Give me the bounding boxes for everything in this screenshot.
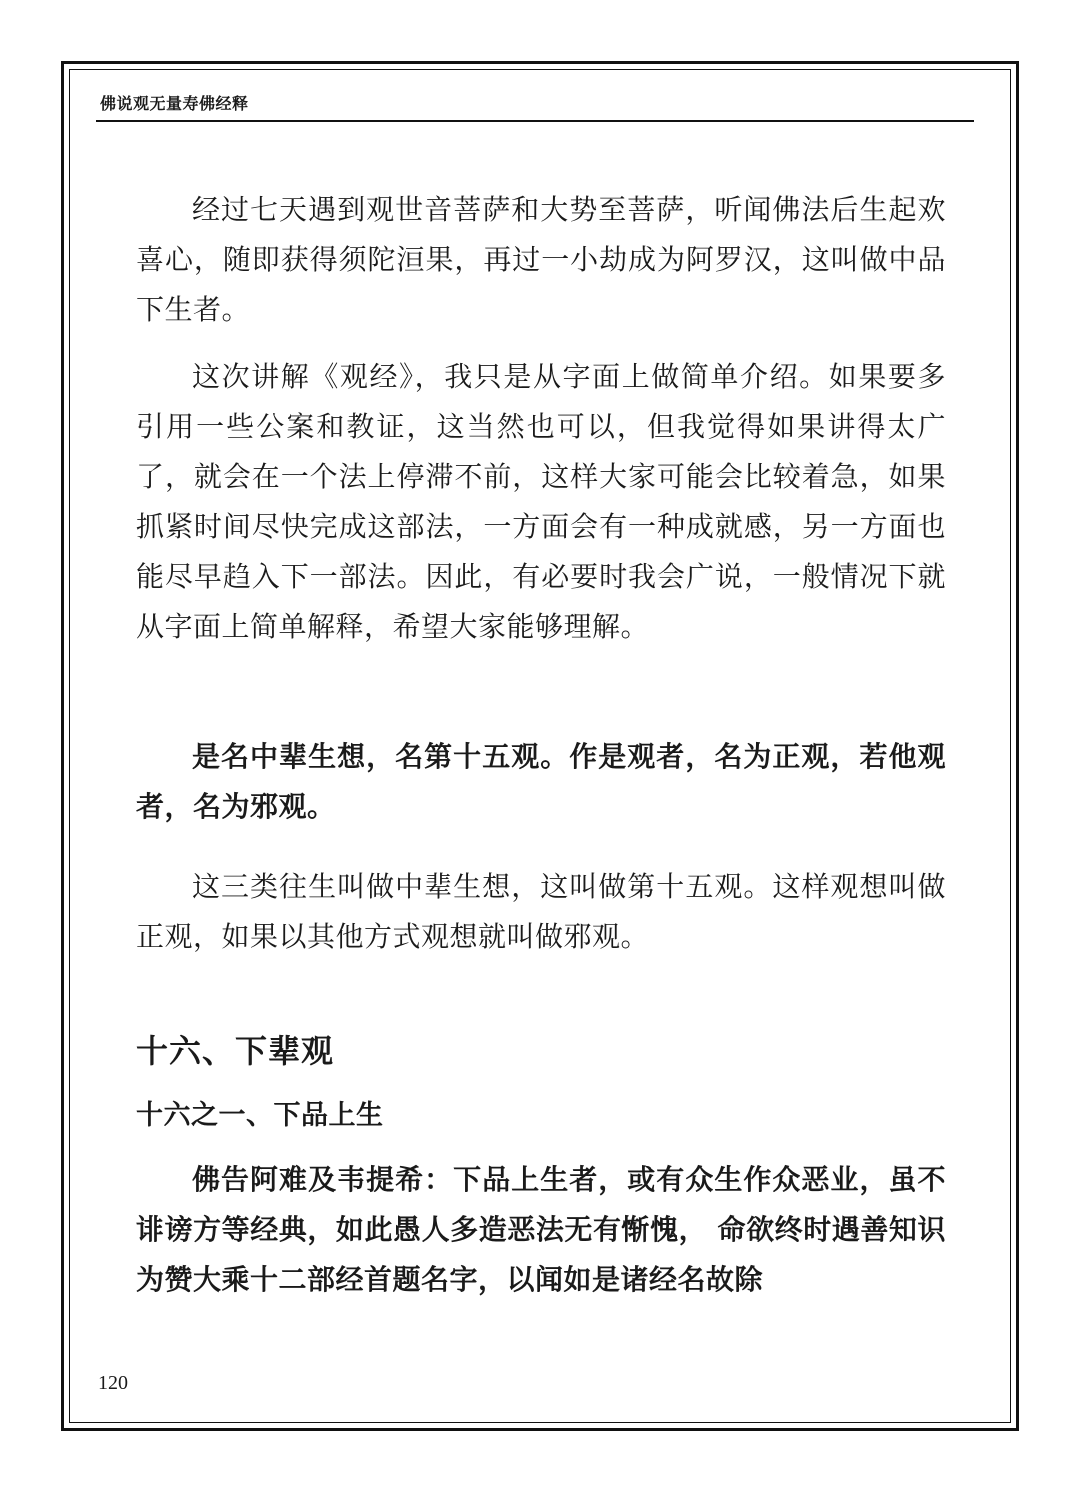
page-number: 120 (98, 1372, 128, 1394)
body-paragraph-1: 经过七天遇到观世音菩萨和大势至菩萨，听闻佛法后生起欢喜心，随即获得须陀洹果，再过一小劫成为阿罗汉，这叫做中品下生者。 (136, 193, 946, 326)
body-paragraph-3: 这三类往生叫做中辈生想，这叫做第十五观。这样观想叫做正观，如果以其他方式观想就叫做邪观。 (136, 870, 946, 953)
sutra-quote-2: 佛告阿难及韦提希：下品上生者，或有众生作众恶业，虽不诽谤方等经典，如此愚人多造恶法无有惭愧， 命欲终时遇善知识为赞大乘十二部经首题名字，以闻如是诸经名故除 (136, 1163, 946, 1296)
section-heading: 十六、下辈观 (136, 1032, 335, 1070)
subsection-heading: 十六之一、下品上生 (136, 1100, 384, 1131)
sutra-quote-1: 是名中辈生想，名第十五观。作是观者，名为正观，若他观者，名为邪观。 (136, 740, 946, 823)
header-rule (96, 120, 974, 122)
running-header-title: 佛说观无量寿佛经释 (100, 94, 249, 113)
body-paragraph-2: 这次讲解《观经》，我只是从字面上做简单介绍。如果要多引用一些公案和教证，这当然也可以，但我觉得如果讲得太广了，就会在一个法上停滞不前，这样大家可能会比较着急，如果抓紧时间尽快完成这部法，一方面会有一种成就感，另一方面也能尽早趋入下一部法。因此，有必要时我会广说，一般情况下就从字面上简单解释，希望大家能够理解。 (136, 360, 946, 643)
